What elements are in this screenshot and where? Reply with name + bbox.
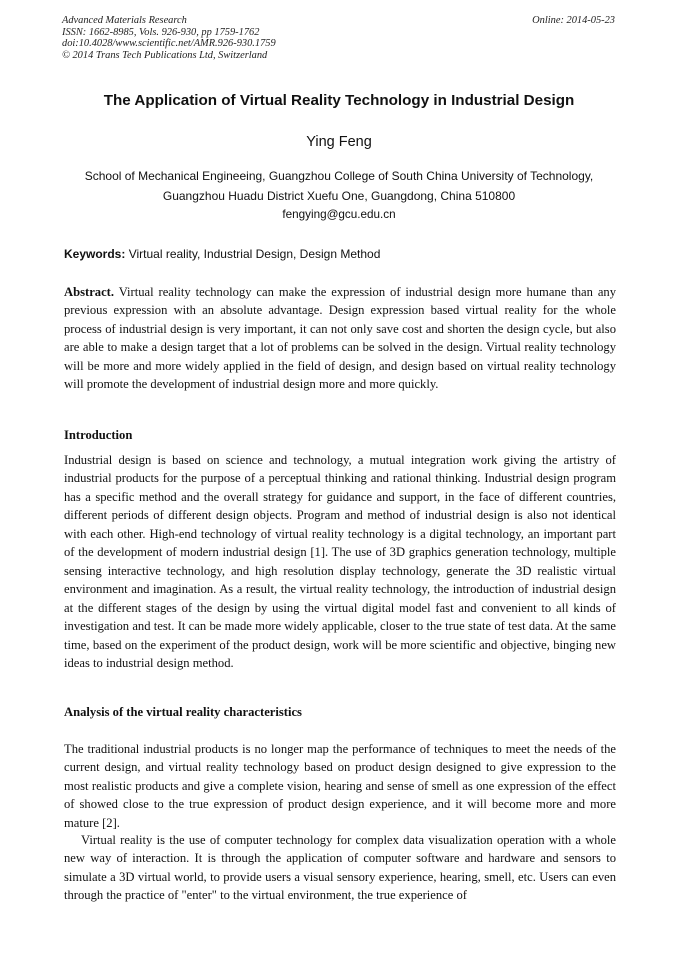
journal-header	[62, 15, 615, 61]
doi-line[interactable]: doi:10.4028/www.scientific.net/AMR.926-930.1759	[62, 38, 276, 50]
analysis-paragraph-2: Virtual reality is the use of computer technology for complex data visualization operation with a whole new way of interaction. It is through the application of computer software and hardware and sensors to simulate a 3D virtual world, to provide users a visual sensory experience, hearing, smell, etc. Users can even through the practice of "enter" to the virtual environment, the true experience of	[64, 833, 616, 903]
affiliation-line-1: School of Mechanical Engineeing, Guangzhou College of South China University of Technology,	[84, 169, 594, 183]
author-email[interactable]: fengying@gcu.edu.cn	[282, 208, 396, 221]
journal-name: Advanced Materials Research	[62, 15, 187, 26]
author-name: Ying Feng	[306, 134, 372, 150]
paper-title: The Application of Virtual Reality Technology in Industrial Design	[103, 92, 575, 109]
section-heading-introduction: Introduction	[64, 428, 133, 442]
copyright-line: © 2014 Trans Tech Publications Ltd, Switzerland	[62, 49, 268, 61]
abstract-text: Virtual reality technology can make the expression of industrial design more humane than any previous expression with an absolute advantage. Design expression based virtual reality for the whole process of industrial design is very important, it can not only save cost and shorten the design cycle, but also are able to make a design target that a lot of problems can be solved in the design. Virtual reality technology will be more and more widely applied in the field of design, and design based on virtual reality technology will promote the development of industrial design more and more quickly.	[64, 285, 616, 392]
keywords-label: Keywords:	[64, 247, 126, 261]
online-date: Online: 2014-05-23	[532, 15, 615, 26]
issn-line: ISSN: 1662-8985, Vols. 926-930, pp 1759-1762	[62, 26, 260, 38]
keywords-text: Virtual reality, Industrial Design, Design Method	[125, 247, 381, 261]
abstract	[64, 283, 616, 394]
analysis-paragraph-1: The traditional industrial products is no longer map the performance of techniques to meet the needs of the current design, and virtual reality technology based on product design designed to give expression to the most realistic products and give a complete vision, hearing and sense of smell as one expression of the effect of showed close to the true expression of product design experience, and it will become more and more mature [2].	[64, 742, 616, 830]
section-heading-analysis: Analysis of the virtual reality characteristics	[64, 705, 302, 719]
keywords	[64, 247, 616, 261]
affiliation-line-2: Guangzhou Huadu District Xuefu One, Guangdong, China 510800	[162, 189, 516, 203]
affiliation	[0, 166, 678, 206]
abstract-label: Abstract.	[64, 285, 115, 299]
introduction-paragraph: Industrial design is based on science and technology, a mutual integration work giving the artistry of industrial products for the purpose of a perceptual thinking and rational thinking. Industrial design program has a specific method and the overall strategy for guidance and support, in the face of different countries, different periods of different design objects. Program and method of industrial design is also not identical with each other. High-end technology of virtual reality technology is a digital technology, an important part of the development of modern industrial design [1]. The use of 3D graphics generation technology, multiple sensing interactive technology, and high resolution display technology, generate the 3D realistic virtual environment and imagination. As a result, the virtual reality technology, the introduction of industrial design at the different stages of the design by using the virtual digital model fast and convenient to all kinds of investigation and test. It can be made more widely applicable, closer to the true state of test data. At the same time, based on the experiment of the product design, work will be more scientific and objective, binging new ideas to industrial design method.	[64, 453, 616, 670]
